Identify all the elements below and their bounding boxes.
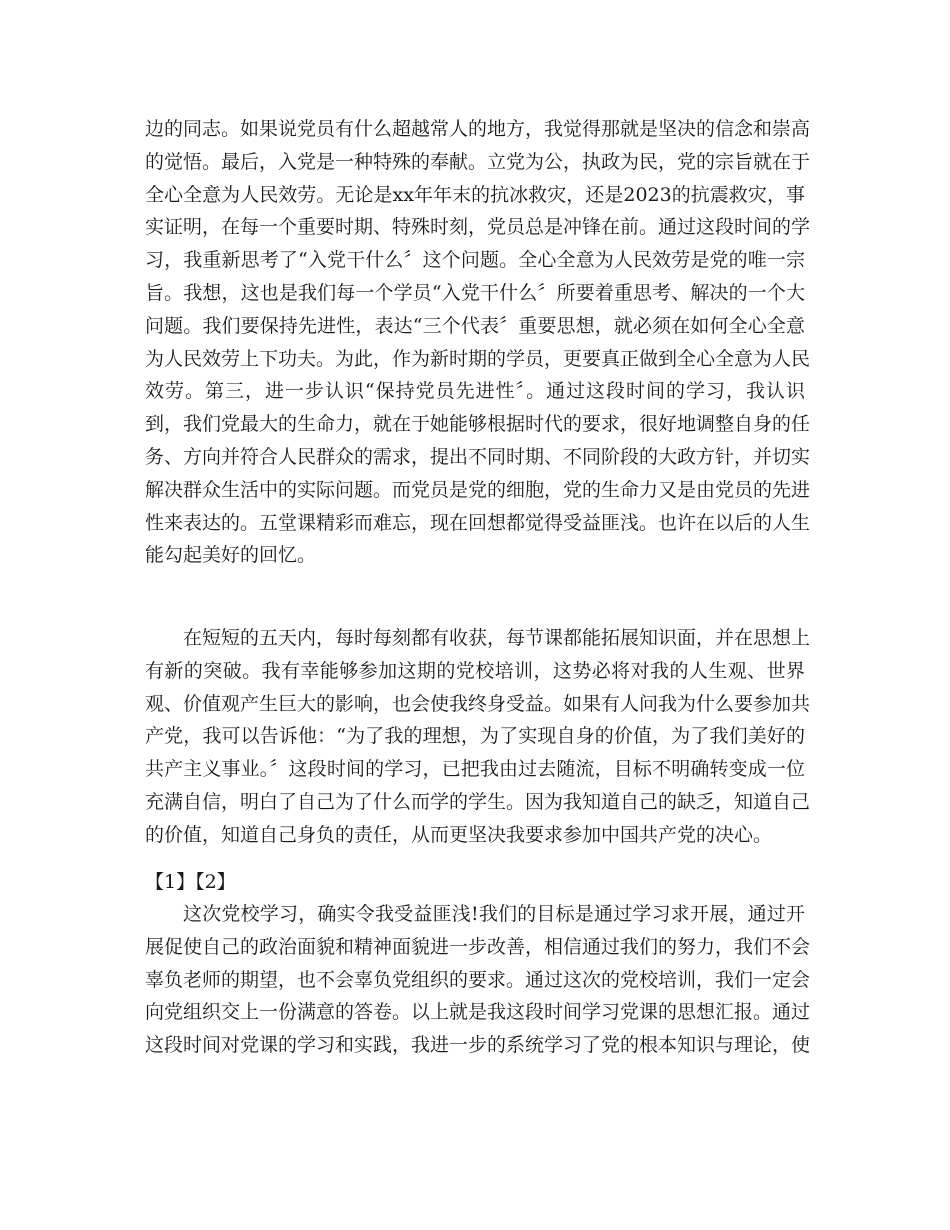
- text-line: 务、方向并符合人民群众的需求，提出不同时期、不同阶段的大政方针，并切实: [145, 445, 811, 468]
- text-line: 共产主义事业。〞这段时间的学习，已把我由过去随流，目标不明确转变成一位: [145, 758, 805, 781]
- text-line: 在短短的五天内，每时每刻都有收获，每节课都能拓展知识面，并在思想上: [183, 627, 811, 649]
- text-line: 边的同志。如果说党员有什么超越常人的地方，我觉得那就是坚决的信念和崇高: [145, 118, 811, 140]
- text-line: 问题。我们要保持先进性，表达“三个代表〞重要思想，就必须在如何全心全意: [145, 314, 805, 337]
- text-line: 全心全意为人民效劳。无论是xx年年末的抗冰救灾，还是2023的抗震救灾，事: [145, 183, 805, 206]
- text-line: 的价值，知道自己身负的责任，从而更坚决我要求参加中国共产党的决心。: [145, 823, 773, 846]
- text-line: 这段时间对党课的学习和实践，我进一步的系统学习了党的根本知识与理论，使: [145, 1034, 811, 1057]
- text-line: 能勾起美好的回忆。: [145, 544, 317, 567]
- text-line: 这次党校学习，确实令我受益匪浅!我们的目标是通过学习求开展，通过开: [183, 903, 805, 925]
- text-line: 产党，我可以告诉他：“为了我的理想，为了实现自身的价值，为了我们美好的: [145, 725, 805, 748]
- text-line: 实证明，在每一个重要时期、特殊时刻，党员总是冲锋在前。通过这段时间的学: [145, 216, 811, 239]
- paragraph-2: [145, 622, 811, 852]
- text-line: 辜负老师的期望，也不会辜负党组织的要求。通过这次的党校培训，我们一定会: [145, 968, 811, 991]
- text-line: 性来表达的。五堂课精彩而难忘，现在回想都觉得受益匪浅。也许在以后的人生: [145, 511, 811, 534]
- text-line: 旨。我想，这也是我们每一个学员“入党干什么〞所要着重思考、解决的一个大: [145, 281, 805, 304]
- text-line: 有新的突破。我有幸能够参加这期的党校培训，这势必将对我的人生观、世界: [145, 659, 805, 682]
- text-line: 习，我重新思考了“入党干什么〞这个问题。全心全意为人民效劳是党的唯一宗: [145, 249, 805, 272]
- page-links[interactable]: 【1】【2】: [145, 871, 236, 893]
- page-navigation: [145, 866, 805, 899]
- text-line: 到，我们党最大的生命力，就在于她能够根据时代的要求，很好地调整自身的任: [145, 413, 811, 436]
- text-line: 为人民效劳上下功夫。为此，作为新时期的学员，更要真正做到全心全意为人民: [145, 347, 811, 370]
- text-line: 观、价值观产生巨大的影响，也会使我终身受益。如果有人问我为什么要参加共: [145, 692, 811, 715]
- text-line: 效劳。第三，进一步认识“保持党员先进性〞。通过这段时间的学习，我认识: [145, 380, 805, 403]
- text-line: 解决群众生活中的实际问题。而党员是党的细胞，党的生命力又是由党员的先进: [145, 478, 811, 501]
- text-line: 展促使自己的政治面貌和精神面貌进一步改善，相信通过我们的努力，我们不会: [145, 935, 811, 958]
- text-line: 的觉悟。最后，入党是一种特殊的奉献。立党为公，执政为民，党的宗旨就在于: [145, 150, 811, 173]
- paragraph-1: [145, 113, 811, 572]
- text-line: 向党组织交上一份满意的答卷。以上就是我这段时间学习党课的思想汇报。通过: [145, 1001, 811, 1024]
- paragraph-3: [145, 898, 811, 1062]
- text-line: 充满自信，明白了自己为了什么而学的学生。因为我知道自己的缺乏，知道自己: [145, 790, 811, 813]
